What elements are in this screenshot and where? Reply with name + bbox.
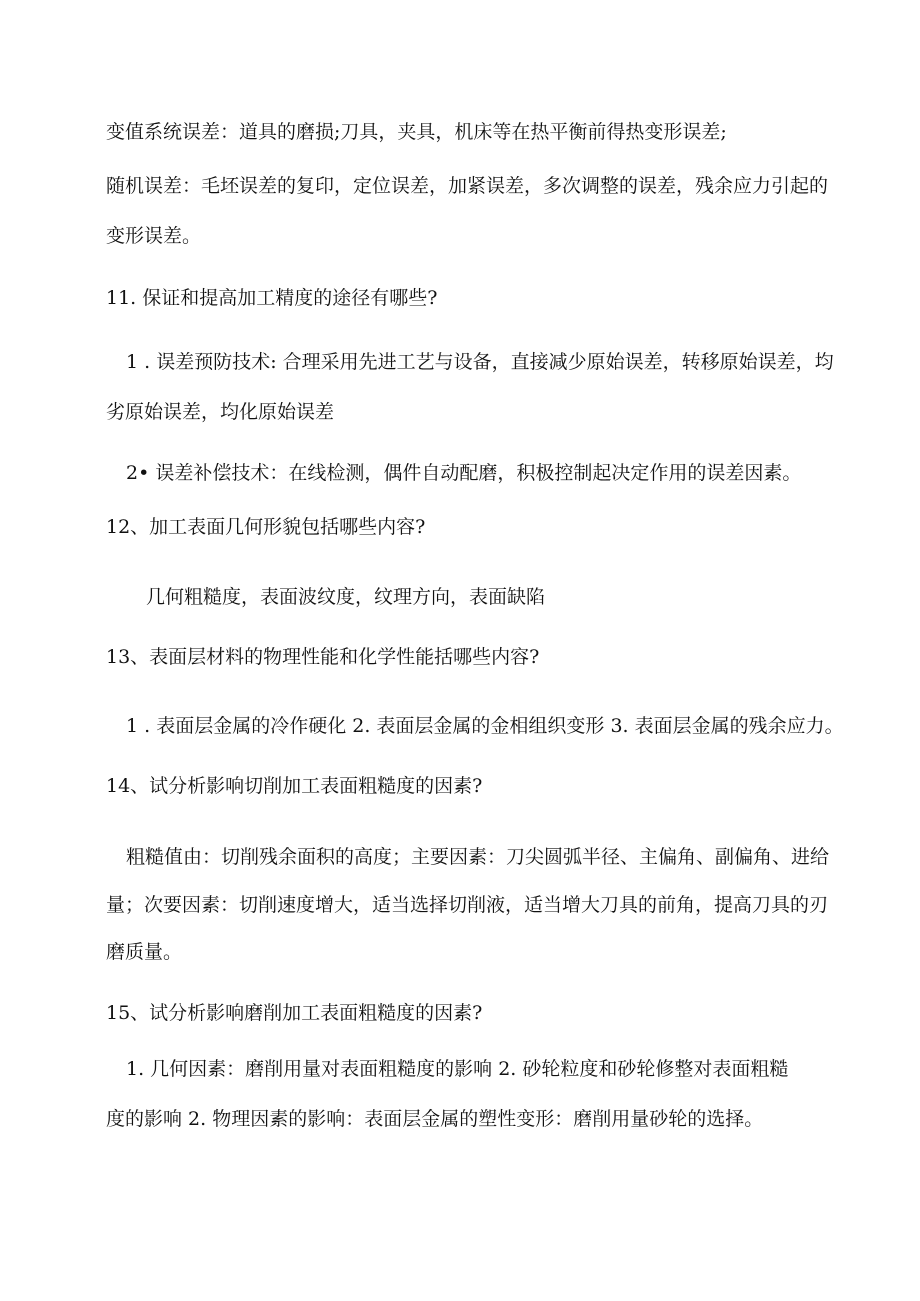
question-heading: 15、试分析影响磨削加工表面粗糙度的因素? [106,1002,483,1024]
text-line: 变值系统误差：道具的磨损;刀具，夹具，机床等在热平衡前得热变形误差; [106,121,727,143]
text-line: 1 . 表面层金属的冷作硬化 2. 表面层金属的金相组织变形 3. 表面层金属的残余应力。 [126,715,844,737]
text-line: 2• 误差补偿技术：在线检测，偶件自动配磨，积极控制起决定作用的误差因素。 [126,462,802,484]
question-heading: 13、表面层材料的物理性能和化学性能括哪些内容? [106,646,540,668]
text-line: 磨质量。 [106,941,183,963]
text-line: 随机误差：毛坯误差的复印，定位误差，加紧误差，多次调整的误差，残余应力引起的 [106,175,829,197]
question-heading: 11. 保证和提高加工精度的途径有哪些? [106,287,438,309]
text-line: 变形误差。 [106,225,202,247]
text-line: 粗糙值由：切削残余面积的高度；主要因素：刀尖圆弧半径、主偏角、副偏角、进给 [126,846,830,868]
text-line: 1. 几何因素：磨削用量对表面粗糙度的影响 2. 砂轮粒度和砂轮修整对表面粗糙 [126,1058,789,1080]
text-line: 几何粗糙度，表面波纹度，纹理方向，表面缺陷 [146,586,546,608]
text-line: 1 . 误差预防技术: 合理采用先进工艺与设备，直接减少原始误差，转移原始误差，均 [126,351,834,373]
question-heading: 12、加工表面几何形貌包括哪些内容? [106,516,426,538]
text-line: 量；次要因素：切削速度增大，适当选择切削液，适当增大刀具的前角，提高刀具的刃 [106,894,829,916]
text-line: 度的影响 2. 物理因素的影响：表面层金属的塑性变形：磨削用量砂轮的选择。 [106,1108,764,1130]
question-heading: 14、试分析影响切削加工表面粗糙度的因素? [106,775,483,797]
text-line: 劣原始误差，均化原始误差 [106,401,335,423]
